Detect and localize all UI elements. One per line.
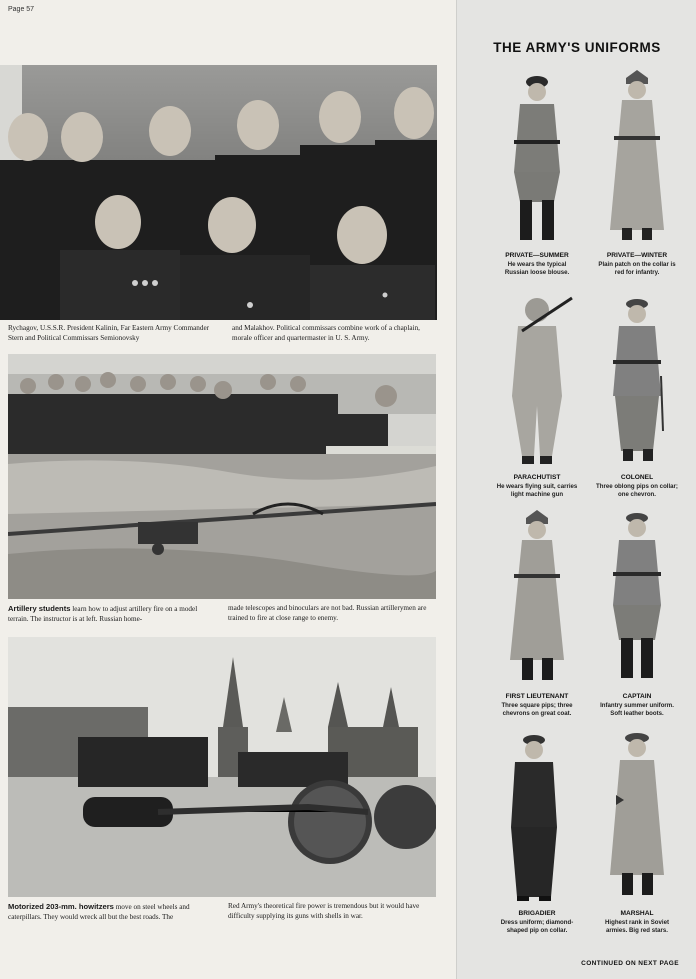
uniform-title-6: CAPTAIN xyxy=(622,693,652,700)
private-winter-figure xyxy=(602,70,672,245)
first-lieutenant-figure xyxy=(502,510,572,685)
uniforms-title: THE ARMY'S UNIFORMS xyxy=(493,40,661,55)
uniform-desc-7: Dress uniform; diamond-shaped pip on collar. xyxy=(500,919,574,935)
uniform-desc-1: He wears the typical Russian loose blouse. xyxy=(504,261,570,277)
private-summer-figure xyxy=(502,72,572,247)
uniform-title-1: PRIVATE—SUMMER xyxy=(505,252,569,259)
howitzers-caption-heading: Motorized 203-mm. howitzers xyxy=(8,902,114,911)
uniform-title-5: FIRST LIEUTENANT xyxy=(505,693,569,700)
uniform-desc-3: He wears flying suit, carries light machine gun xyxy=(496,483,578,499)
artillery-caption-left xyxy=(8,604,214,624)
uniforms-sidebar xyxy=(456,0,696,979)
brigadier-figure xyxy=(499,732,569,902)
artillery-students-photo xyxy=(8,354,436,599)
uniform-title-3: PARACHUTIST xyxy=(513,474,561,481)
artillery-caption-heading: Artillery students xyxy=(8,604,71,613)
uniform-desc-5: Three square pips; three chevrons on great coat. xyxy=(501,702,573,718)
uniform-title-4: COLONEL xyxy=(620,474,654,481)
artillery-caption-right: made telescopes and binoculars are not bad. Russian artillerymen are trained to fire at close range to enemy. xyxy=(228,604,427,622)
uniform-desc-6: Infantry summer uniform. Soft leather boots. xyxy=(600,702,674,718)
uniform-desc-4: Three oblong pips on collar; one chevron. xyxy=(596,483,678,499)
page-number: Page 57 xyxy=(8,6,35,13)
howitzers-caption-right: Red Army's theoretical fire power is tremendous but it would have difficulty supplying its guns with shells in war. xyxy=(228,902,420,920)
colonel-figure xyxy=(605,296,670,466)
howitzers-caption-left xyxy=(8,902,216,922)
commanders-caption-right: and Malakhov. Political commissars combine work of a chaplain, morale officer and quartermaster in U. S. Army. xyxy=(232,324,420,342)
uniform-title-2: PRIVATE—WINTER xyxy=(606,252,668,259)
howitzers-photo xyxy=(8,637,436,897)
commanders-photo xyxy=(0,65,437,320)
howitzers-caption-text: move on steel wheels and caterpillars. They would wreck all but the best roads. The xyxy=(8,903,190,921)
uniform-desc-2: Plain patch on the collar is red for infantry. xyxy=(598,261,676,277)
uniform-title-8: MARSHAL xyxy=(620,910,654,917)
captain-figure xyxy=(605,510,670,685)
commanders-caption-left: Rychagov, U.S.S.R. President Kalinin, Far Eastern Army Commander Stern and Political Commissars Semionovsky xyxy=(8,324,210,342)
parachutist-figure xyxy=(502,296,577,466)
continued-on-next-page[interactable]: CONTINUED ON NEXT PAGE xyxy=(581,960,679,967)
artillery-caption-text: learn how to adjust artillery fire on a model terrain. The instructor is at left. Russian home- xyxy=(8,605,198,623)
uniform-title-7: BRIGADIER xyxy=(518,910,556,917)
marshal-figure xyxy=(602,730,672,900)
uniform-desc-8: Highest rank in Soviet armies. Big red stars. xyxy=(605,919,669,935)
